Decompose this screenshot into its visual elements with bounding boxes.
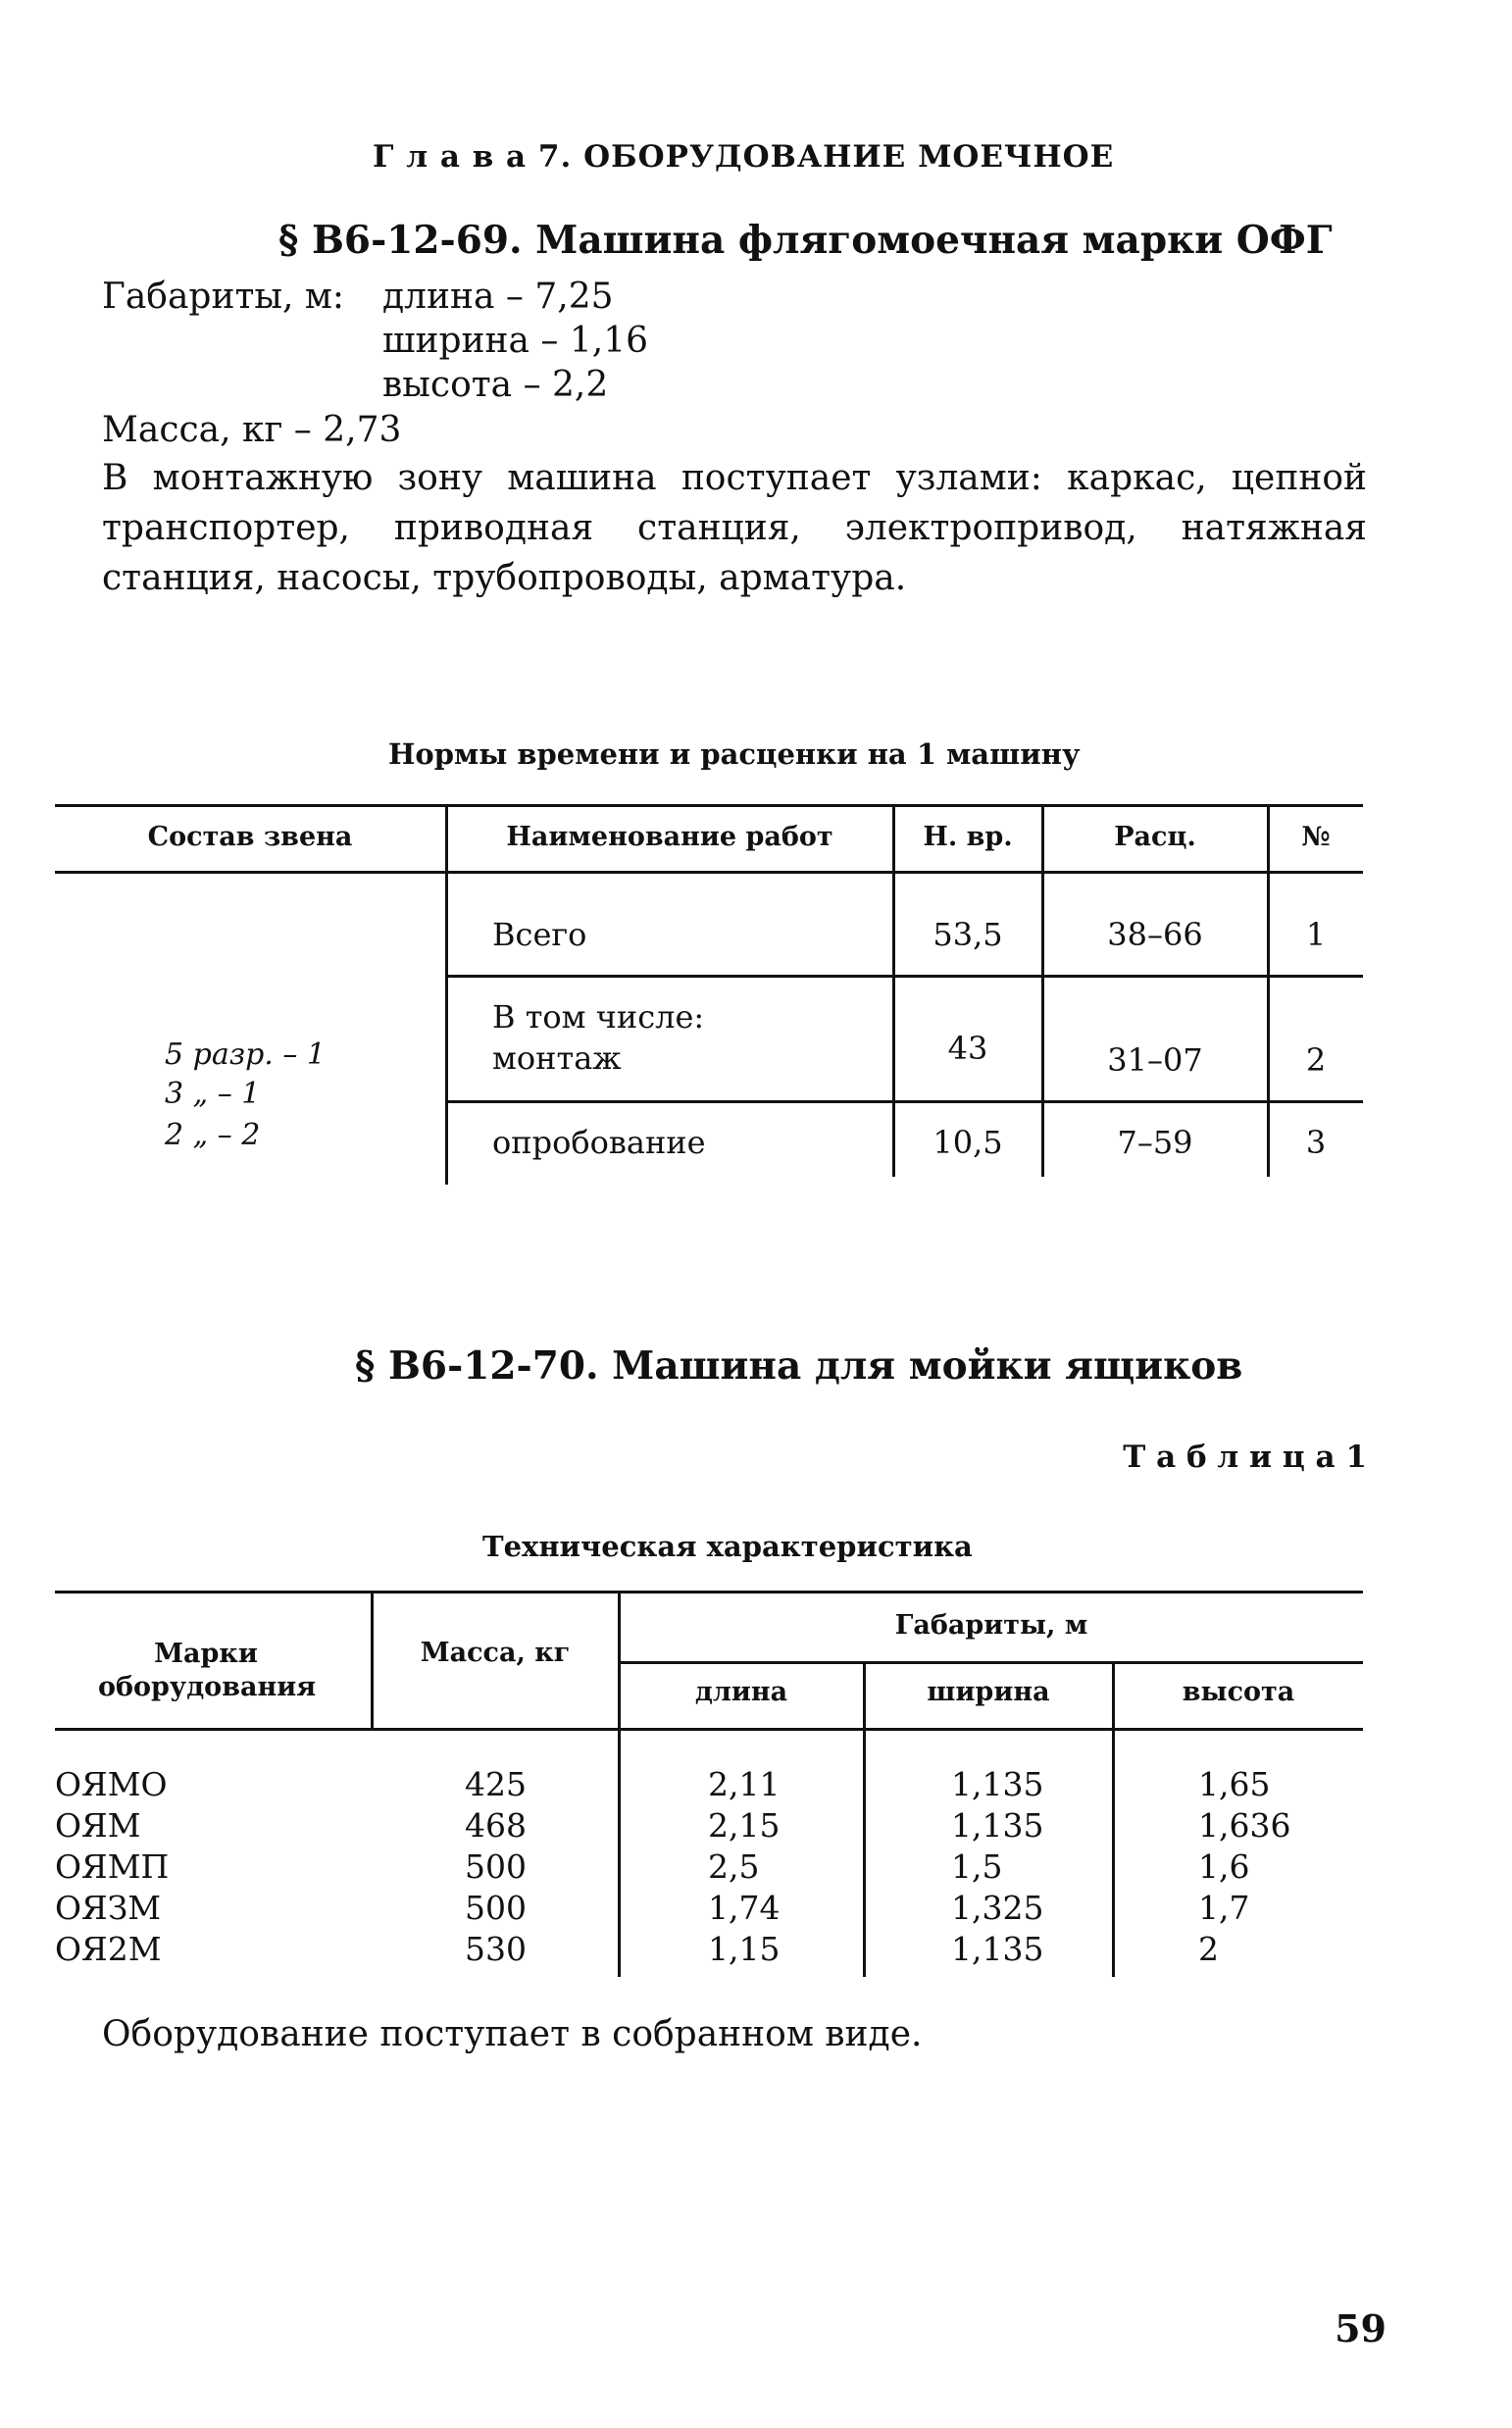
table-rule bbox=[447, 1100, 1363, 1103]
brand-cell: ОЯМ bbox=[55, 1806, 141, 1845]
length-cell: 1,15 bbox=[708, 1930, 781, 1968]
work-testing: опробование bbox=[492, 1124, 706, 1161]
width-cell: 1,135 bbox=[951, 1765, 1044, 1803]
length-cell: 2,5 bbox=[708, 1847, 760, 1886]
table-divider bbox=[1041, 804, 1044, 1177]
delivery-paragraph: В монтажную зону машина поступает узлами: каркас, цепной транспортер, приводная станция, электропривод, натяжная станция, насосы, трубопроводы, арматура. bbox=[102, 458, 1367, 598]
table-rule bbox=[55, 1728, 1363, 1731]
dimension-length: длина – 7,25 bbox=[382, 277, 614, 317]
header-width: ширина bbox=[927, 1677, 1050, 1707]
table-divider bbox=[892, 804, 895, 1177]
table-divider bbox=[445, 804, 448, 1185]
norm-total: 53,5 bbox=[932, 916, 1003, 953]
crew-member: 5 разр. – 1 bbox=[165, 1037, 326, 1072]
width-cell: 1,135 bbox=[951, 1806, 1044, 1845]
norm-assembly: 43 bbox=[947, 1030, 988, 1067]
work-total: Всего bbox=[492, 916, 587, 953]
section-title: § В6-12-69. Машина флягомоечная марки ОФГ bbox=[278, 218, 1333, 263]
table-rule bbox=[55, 1591, 1363, 1593]
mass-cell: 468 bbox=[465, 1806, 527, 1845]
width-cell: 1,5 bbox=[951, 1847, 1003, 1886]
table-rule bbox=[55, 804, 1363, 807]
height-cell: 1,65 bbox=[1198, 1765, 1271, 1803]
header-dimensions: Габариты, м bbox=[894, 1610, 1088, 1641]
mass-cell: 530 bbox=[465, 1930, 527, 1968]
crew-member: 3 „ – 1 bbox=[165, 1077, 261, 1111]
chapter-title: Г л а в а 7. ОБОРУДОВАНИЕ МОЕЧНОЕ bbox=[373, 139, 1115, 175]
brand-cell: ОЯ2М bbox=[55, 1930, 162, 1968]
table-divider bbox=[1112, 1661, 1115, 1977]
price-assembly: 31–07 bbox=[1107, 1041, 1203, 1079]
height-cell: 1,636 bbox=[1198, 1806, 1291, 1845]
header-length: длина bbox=[694, 1677, 788, 1707]
work-assembly: монтаж bbox=[492, 1039, 622, 1077]
crew-member: 2 „ – 2 bbox=[165, 1118, 261, 1152]
mass-cell: 500 bbox=[465, 1889, 527, 1927]
length-cell: 2,15 bbox=[708, 1806, 781, 1845]
price-testing: 7–59 bbox=[1117, 1124, 1193, 1161]
table-rule bbox=[447, 975, 1363, 978]
header-height: высота bbox=[1182, 1677, 1295, 1707]
header-work-name: Наименование работ bbox=[506, 822, 833, 852]
brand-cell: ОЯМП bbox=[55, 1847, 170, 1886]
mass-cell: 425 bbox=[465, 1765, 527, 1803]
price-total: 38–66 bbox=[1107, 916, 1203, 953]
dimension-width: ширина – 1,16 bbox=[382, 321, 649, 361]
width-cell: 1,325 bbox=[951, 1889, 1044, 1927]
section-title: § В6-12-70. Машина для мойки ящиков bbox=[355, 1343, 1243, 1389]
table-caption: Техническая характеристика bbox=[482, 1530, 973, 1563]
header-norm-time: Н. вр. bbox=[923, 822, 1013, 852]
width-cell: 1,135 bbox=[951, 1930, 1044, 1968]
header-number: № bbox=[1301, 822, 1331, 852]
table-divider bbox=[1267, 804, 1270, 1177]
mass-text: Масса, кг – 2,73 bbox=[102, 410, 402, 450]
height-cell: 1,6 bbox=[1198, 1847, 1250, 1886]
row-number: 2 bbox=[1305, 1041, 1327, 1079]
length-cell: 1,74 bbox=[708, 1889, 781, 1927]
header-brand: Марки оборудования bbox=[98, 1639, 317, 1702]
header-mass: Масса, кг bbox=[420, 1638, 571, 1668]
table-divider bbox=[863, 1661, 866, 1977]
work-including: В том числе: bbox=[492, 998, 705, 1036]
delivery-note: Оборудование поступает в собранном виде. bbox=[102, 2014, 923, 2054]
table-label: Т а б л и ц а 1 bbox=[1123, 1440, 1367, 1475]
brand-cell: ОЯМО bbox=[55, 1765, 168, 1803]
header-price: Расц. bbox=[1114, 822, 1196, 852]
table-rule bbox=[620, 1661, 1363, 1664]
dimension-height: высота – 2,2 bbox=[382, 365, 609, 405]
brand-cell: ОЯЗМ bbox=[55, 1889, 162, 1927]
table-divider bbox=[618, 1591, 621, 1977]
mass-cell: 500 bbox=[465, 1847, 527, 1886]
table-rule bbox=[55, 871, 1363, 874]
header-crew: Состав звена bbox=[147, 822, 353, 852]
norm-testing: 10,5 bbox=[932, 1124, 1003, 1161]
row-number: 1 bbox=[1305, 916, 1327, 953]
length-cell: 2,11 bbox=[708, 1765, 781, 1803]
height-cell: 1,7 bbox=[1198, 1889, 1250, 1927]
page-number: 59 bbox=[1335, 2306, 1386, 2351]
dimensions-label: Габариты, м: bbox=[102, 277, 345, 317]
height-cell: 2 bbox=[1198, 1930, 1219, 1968]
table-caption: Нормы времени и расценки на 1 машину bbox=[388, 737, 1081, 771]
row-number: 3 bbox=[1305, 1124, 1327, 1161]
